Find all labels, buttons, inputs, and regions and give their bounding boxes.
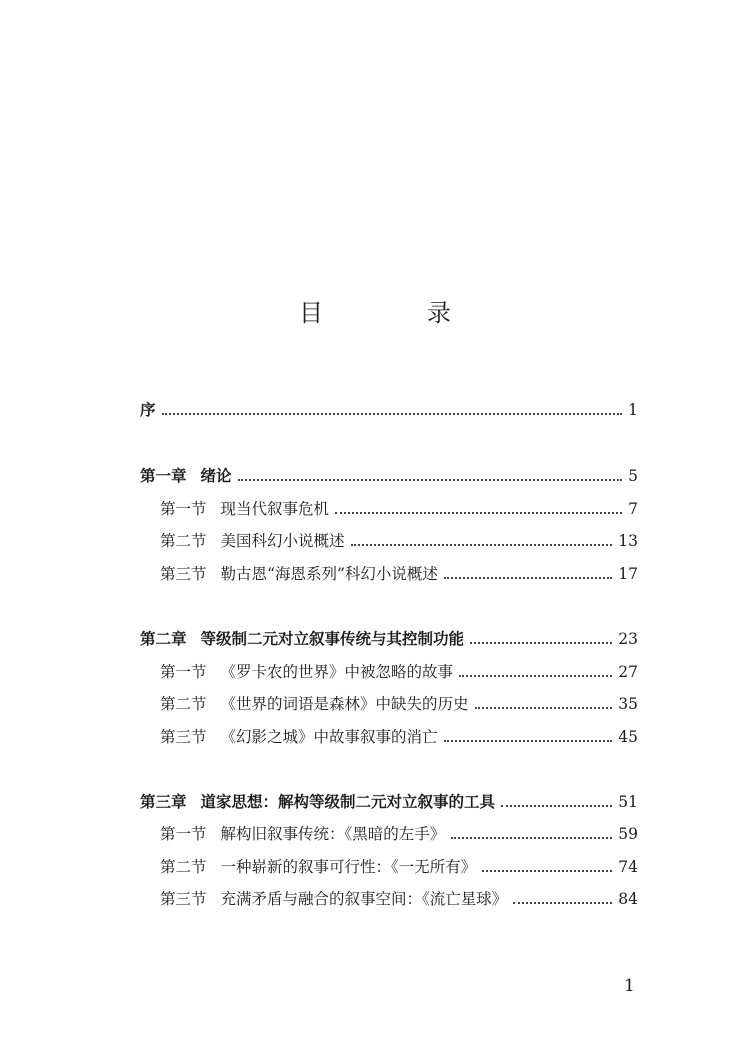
section-title: 《世界的词语是森林》中缺失的历史: [220, 695, 469, 713]
toc-entry-section[interactable]: [140, 529, 638, 553]
toc-page-number: 13: [618, 532, 638, 550]
toc-entry-section[interactable]: [140, 725, 638, 749]
toc-page-number: 1: [628, 401, 638, 419]
dot-leader: [451, 837, 612, 839]
dot-leader: [482, 870, 612, 872]
toc-entry-section[interactable]: [140, 660, 638, 684]
dot-leader: [470, 642, 612, 644]
section-title: 一种崭新的叙事可行性：《一无所有》: [220, 858, 477, 876]
dot-leader: [501, 805, 612, 807]
dot-leader: [444, 577, 612, 579]
section-title: 美国科幻小说概述: [220, 532, 345, 550]
section-number: 第二节: [160, 532, 207, 550]
section-title: 《幻影之城》中故事叙事的消亡: [220, 728, 438, 746]
toc-entry-section[interactable]: [140, 497, 638, 521]
section-number: 第三节: [160, 890, 207, 908]
chapter-number: 第三章: [140, 792, 187, 811]
toc-entry-section[interactable]: [140, 562, 638, 586]
toc-entry-chapter[interactable]: [140, 627, 638, 651]
toc-page-number: 84: [618, 890, 638, 908]
toc-page-number: 51: [618, 793, 638, 811]
section-title: 《罗卡农的世界》中被忽略的故事: [220, 663, 454, 681]
chapter-number: 第二章: [140, 629, 187, 648]
section-number: 第三节: [160, 728, 207, 746]
toc-entry-preface[interactable]: [140, 398, 638, 422]
toc-page-number: 59: [618, 825, 638, 843]
toc-entry-title: 序: [140, 400, 156, 419]
toc-entry-chapter[interactable]: [140, 464, 638, 488]
chapter-number: 第一章: [140, 466, 187, 485]
toc-page-number: 74: [618, 858, 638, 876]
toc-page-number: 7: [628, 500, 638, 518]
section-number: 第三节: [160, 565, 207, 583]
dot-leader: [513, 902, 612, 904]
toc-page-number: 17: [618, 565, 638, 583]
dot-leader: [162, 413, 623, 415]
dot-leader: [444, 740, 613, 742]
section-title: 解构旧叙事传统：《黑暗的左手》: [220, 825, 446, 843]
dot-leader: [475, 707, 613, 709]
toc-entry-section[interactable]: [140, 887, 638, 911]
chapter-title: 绪论: [200, 466, 232, 485]
toc-page-number: 35: [618, 695, 638, 713]
dot-leader: [335, 512, 622, 514]
section-number: 第一节: [160, 825, 207, 843]
toc-page-number: 23: [618, 630, 638, 648]
toc-entry-section[interactable]: [140, 855, 638, 879]
chapter-title: 道家思想：解构等级制二元对立叙事的工具: [200, 792, 496, 811]
section-number: 第一节: [160, 663, 207, 681]
toc-entry-section[interactable]: [140, 822, 638, 846]
page-number-footer: 1: [624, 976, 635, 996]
section-title: 现当代叙事危机: [220, 500, 330, 518]
dot-leader: [238, 479, 623, 481]
page-title: 目 录: [299, 299, 491, 327]
dot-leader: [351, 544, 613, 546]
section-title: 勒古恩“海恩系列”科幻小说概述: [220, 565, 438, 583]
section-title: 充满矛盾与融合的叙事空间：《流亡星球》: [220, 890, 508, 908]
section-number: 第一节: [160, 500, 207, 518]
chapter-title: 等级制二元对立叙事传统与其控制功能: [200, 629, 465, 648]
section-number: 第二节: [160, 695, 207, 713]
dot-leader: [459, 675, 612, 677]
toc-page-number: 27: [618, 663, 638, 681]
toc-page-number: 5: [628, 467, 638, 485]
toc-entry-section[interactable]: [140, 692, 638, 716]
toc-entry-chapter[interactable]: [140, 790, 638, 814]
section-number: 第二节: [160, 858, 207, 876]
toc-page-number: 45: [618, 728, 638, 746]
